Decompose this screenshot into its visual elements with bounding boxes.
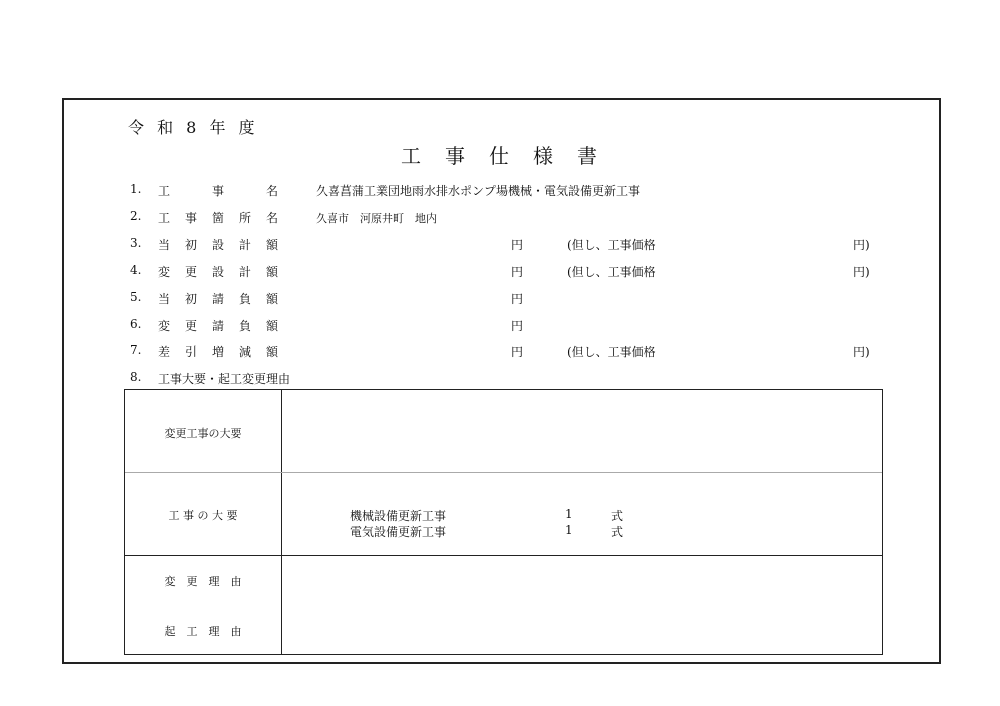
row-2-label-char: 名 xyxy=(265,211,278,225)
work-item-unit: 式 xyxy=(611,525,624,539)
row-4-label-char: 更 xyxy=(184,265,197,279)
row-3-note-end: 円) xyxy=(853,238,870,252)
table-row-divider xyxy=(125,555,882,556)
row-3-note: (但し、工事価格 xyxy=(567,238,656,252)
fiscal-year: 令 和 8 年 度 xyxy=(128,118,259,137)
row-7-note-end: 円) xyxy=(853,345,870,359)
row-6-label-char: 変 xyxy=(158,319,171,333)
row-5-number: 5. xyxy=(130,290,142,304)
row-3-yen: 円 xyxy=(511,238,524,252)
row-6-label-char: 負 xyxy=(238,319,251,333)
document-title: 工 事 仕 様 書 xyxy=(401,144,599,168)
row-6-label xyxy=(158,317,278,334)
row-4-number: 4. xyxy=(130,263,142,277)
row-2-label-char: 事 xyxy=(184,211,197,225)
work-item-name: 機械設備更新工事 xyxy=(350,509,447,523)
row-2-label-char: 所 xyxy=(238,211,251,225)
row-4-label-char: 計 xyxy=(238,265,251,279)
row-4-yen: 円 xyxy=(511,265,524,279)
row-5-label-char: 当 xyxy=(158,292,171,306)
row-7-note: (但し、工事価格 xyxy=(567,345,656,359)
row-4-label-char: 変 xyxy=(158,265,171,279)
work-summary-label: 工 事 の 大 要 xyxy=(168,509,238,522)
row-6-label-char: 額 xyxy=(265,319,278,333)
row-4-note: (但し、工事価格 xyxy=(567,265,656,279)
row-4-label-char: 設 xyxy=(211,265,224,279)
row-5-label xyxy=(158,290,278,307)
row-3-label-char: 額 xyxy=(265,238,278,252)
row-5-label-char: 額 xyxy=(265,292,278,306)
work-item-name: 電気設備更新工事 xyxy=(350,525,447,539)
work-item-unit: 式 xyxy=(611,509,624,523)
change-reason-label: 変 更 理 由 xyxy=(164,575,242,588)
row-7-label-char: 引 xyxy=(184,345,197,359)
row-2-number: 2. xyxy=(130,209,142,223)
row-2-label-char: 箇 xyxy=(211,211,224,225)
project-location: 久喜市 河原井町 地内 xyxy=(316,212,437,225)
row-7-label-char: 減 xyxy=(238,345,251,359)
change-summary-label: 変更工事の大要 xyxy=(164,427,242,440)
row-1-label-char: 名 xyxy=(265,184,278,198)
row-1-number: 1. xyxy=(130,182,142,196)
start-reason-label: 起 工 理 由 xyxy=(164,625,242,638)
row-3-label xyxy=(158,236,278,253)
work-item-qty: 1 xyxy=(565,507,573,521)
project-name: 久喜菖蒲工業団地雨水排水ポンプ場機械・電気設備更新工事 xyxy=(316,184,641,198)
section-8-label: 工事大要・起工変更理由 xyxy=(158,372,291,386)
table-column-divider xyxy=(281,390,282,654)
summary-table xyxy=(124,389,883,655)
row-4-label-char: 額 xyxy=(265,265,278,279)
row-3-number: 3. xyxy=(130,236,142,250)
row-6-yen: 円 xyxy=(511,319,524,333)
row-2-label-char: 工 xyxy=(158,211,171,225)
row-7-label-char: 増 xyxy=(211,345,224,359)
row-5-label-char: 初 xyxy=(184,292,197,306)
row-6-label-char: 請 xyxy=(211,319,224,333)
row-7-label-char: 差 xyxy=(158,345,171,359)
row-1-label-char: 工 xyxy=(158,184,171,198)
row-3-label-char: 計 xyxy=(238,238,251,252)
row-6-label-char: 更 xyxy=(184,319,197,333)
row-3-label-char: 設 xyxy=(211,238,224,252)
work-item-qty: 1 xyxy=(565,523,573,537)
row-5-label-char: 負 xyxy=(238,292,251,306)
row-3-label-char: 当 xyxy=(158,238,171,252)
row-6-number: 6. xyxy=(130,317,142,331)
row-7-label-char: 額 xyxy=(265,345,278,359)
row-1-label xyxy=(158,182,278,199)
row-7-yen: 円 xyxy=(511,345,524,359)
row-4-note-end: 円) xyxy=(853,265,870,279)
row-5-label-char: 請 xyxy=(211,292,224,306)
row-4-label xyxy=(158,263,278,280)
row-7-number: 7. xyxy=(130,343,142,357)
section-8-number: 8. xyxy=(130,370,142,384)
row-5-yen: 円 xyxy=(511,292,524,306)
row-3-label-char: 初 xyxy=(184,238,197,252)
table-row-divider xyxy=(125,472,882,473)
row-1-label-char: 事 xyxy=(211,184,224,198)
row-7-label xyxy=(158,343,278,360)
row-2-label xyxy=(158,209,278,226)
